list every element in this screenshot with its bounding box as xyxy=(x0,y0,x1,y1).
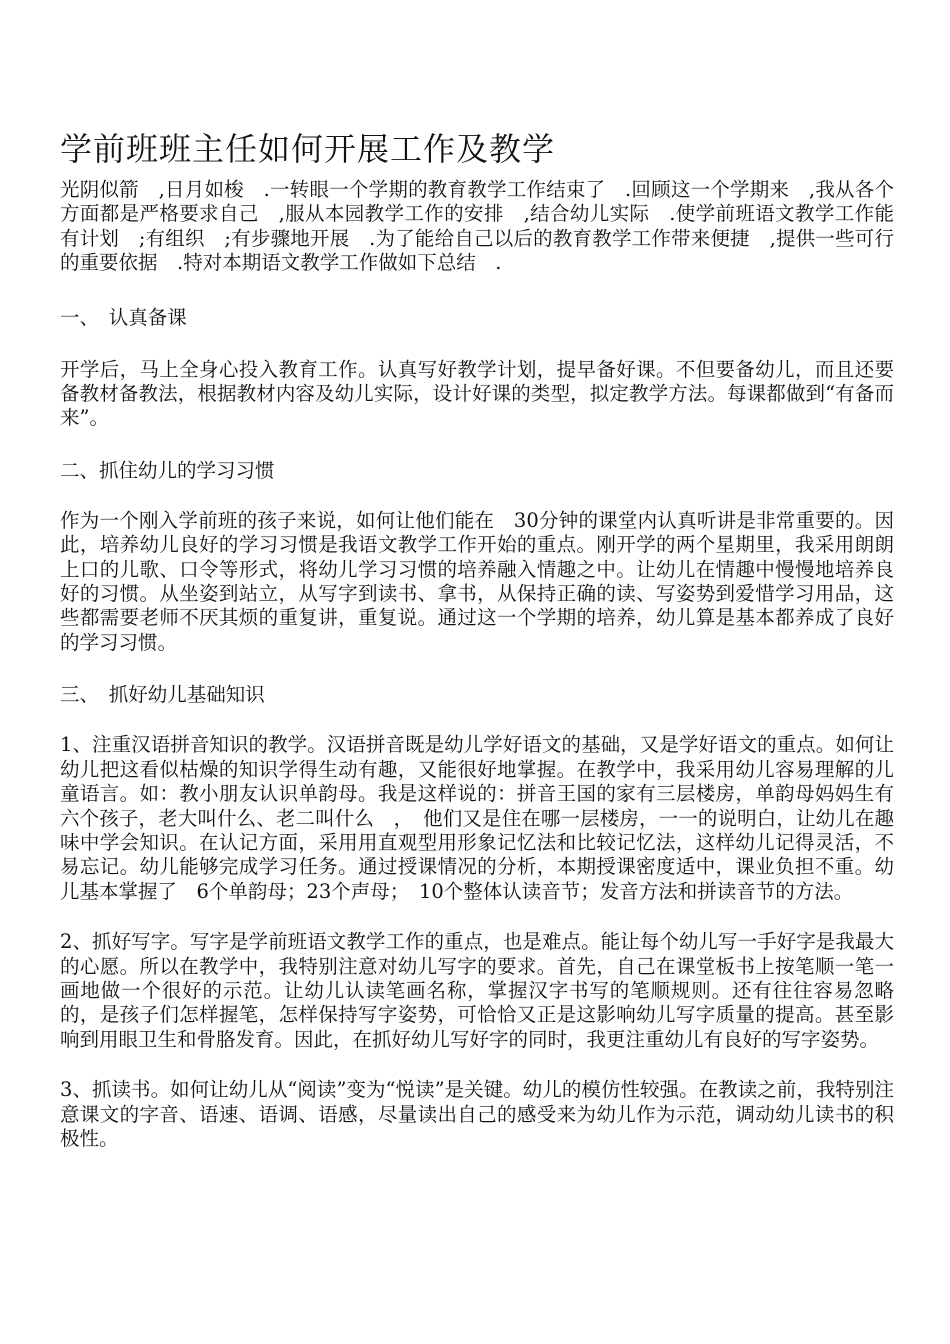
document-page xyxy=(60,126,894,1151)
section-3-item-1: 1、注重汉语拼音知识的教学。汉语拼音既是幼儿学好语文的基础，又是学好语文的重点。如何让幼儿把这看似枯燥的知识学得生动有趣，又能很好地掌握。在教学中，我采用幼儿容易理解的儿童语言。如：教小朋友认识单韵母。我是这样说的：拼音王国的家有三层楼房，单韵母妈妈生有六个孩子，老大叫什么、老二叫什么 ， 他们又是住在哪一层楼房，一一的说明白，让幼儿在趣味中学会知识。在认记方面，采用用直观型用形象记忆法和比较记忆法，这样幼儿记得灵活，不易忘记。幼儿能够完成学习任务。通过授课情况的分析，本期授课密度适中，课业负担不重。幼儿基本掌握了 6个单韵母；23个声母； 10个整体认读音节；发音方法和拼读音节的方法。 xyxy=(60,733,894,903)
section-2-heading: 二、抓住幼儿的学习习惯 xyxy=(60,458,275,482)
section-3-item-2: 2、抓好写字。写字是学前班语文教学工作的重点，也是难点。能让每个幼儿写一手好字是我最大的心愿。所以在教学中，我特别注意对幼儿写字的要求。首先，自己在课堂板书上按笔顺一笔一画地做一个很好的示范。让幼儿认读笔画名称，掌握汉字书写的笔顺规则。还有往往容易忽略的，是孩子们怎样握笔，怎样保持写字姿势，可恰恰又正是这影响幼儿写字质量的提高。甚至影响到用眼卫生和骨胳发育。因此，在抓好幼儿写好字的同时，我更注重幼儿有良好的写字姿势。 xyxy=(60,930,894,1051)
section-1-heading: 一、 认真备课 xyxy=(60,305,187,329)
section-2-body: 作为一个刚入学前班的孩子来说，如何让他们能在 30分钟的课堂内认真听讲是非常重要的。因此，培养幼儿良好的学习习惯是我语文教学工作开始的重点。刚开学的两个星期里，我采用朗朗上口的儿歌、口令等形式，将幼儿学习习惯的培养融入情趣之中。让幼儿在情趣中慢慢地培养良好的习惯。从坐姿到站立，从写字到读书、拿书，从保持正确的读、写姿势到爱惜学习用品，这些都需要老师不厌其烦的重复讲，重复说。通过这一个学期的培养，幼儿算是基本都养成了良好的学习习惯。 xyxy=(60,508,894,654)
section-3-item-3: 3、抓读书。如何让幼儿从“阅读”变为“悦读”是关键。幼儿的模仿性较强。在教读之前，我特别注意课文的字音、语速、语调、语感，尽量读出自己的感受来为幼儿作为示范，调动幼儿读书的积极性。 xyxy=(60,1078,894,1150)
section-1-body: 开学后，马上全身心投入教育工作。认真写好教学计划，提早备好课。不但要备幼儿，而且还要备教材备教法，根据教材内容及幼儿实际，设计好课的类型，拟定教学方法。每课都做到“有备而来”。 xyxy=(60,357,894,430)
section-3-heading: 三、 抓好幼儿基础知识 xyxy=(60,683,265,707)
intro-paragraph: 光阴似箭 ,日月如梭 .一转眼一个学期的教育教学工作结束了 .回顾这一个学期来 ,我从各个方面都是严格要求自己 ,服从本园教学工作的安排 ,结合幼儿实际 .使学前班语文教学工作能有计划 ;有组织 ;有步骤地开展 .为了能给自己以后的教育教学工作带来便捷 ,提供一些可行的重要依据 .特对本期语文教学工作做如下总结 . xyxy=(60,178,894,275)
document-title: 学前班班主任如何开展工作及教学 xyxy=(60,130,556,168)
